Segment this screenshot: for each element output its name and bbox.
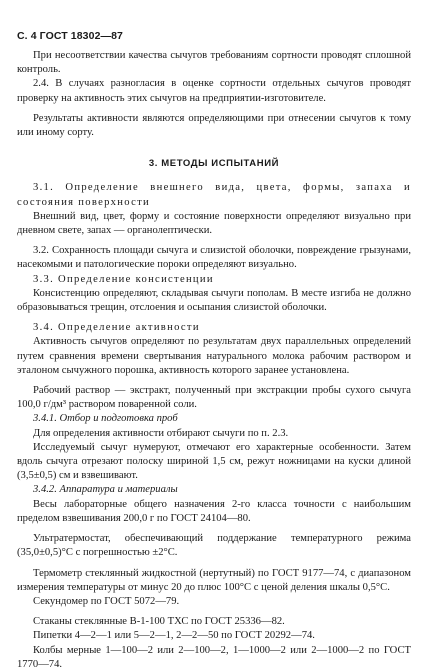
paragraph: При несоответствии качества сычугов требованиям сортности проводят сплошной контроль.: [17, 50, 411, 76]
paragraph: Рабочий раствор — экстракт, полученный при экстракции пробы сухого сычуга 100,0 г/дм³ раствором поваренной соли.: [17, 385, 411, 411]
subsection-heading: 3.1. Определение внешнего вида, цвета, формы, запаха и состояния поверхности: [17, 182, 411, 208]
paragraph: Активность сычугов определяют по результатам двух параллельных определений путем сравнения времени свертывания натурального молока рабочим раствором и эталоном сычужного порошка, активность которого заранее установлена.: [17, 336, 411, 376]
paragraph: Консистенцию определяют, складывая сычуги пополам. В месте изгиба не должно образовываться трещин, отслоения и осыпания слизистой оболочки.: [17, 287, 411, 314]
subsection-heading: 3.4. Определение активности: [33, 322, 200, 334]
paragraph: Результаты активности являются определяющими при отнесении сычугов к тому или иному сорту.: [17, 112, 411, 139]
paragraph: 3.2. Сохранность площади сычуга и слизистой оболочки, повреждение грызунами, насекомыми и патологические пороки определяют визуально.: [17, 245, 411, 271]
paragraph: Весы лабораторные общего назначения 2-го класса точности с наибольшим пределом взвешивания 200,0 г по ГОСТ 24104—80.: [17, 498, 411, 524]
paragraph: Внешний вид, цвет, форму и состояние поверхности определяют визуально при дневном свете, запах — органолептически.: [17, 210, 411, 237]
paragraph: Ультратермостат, обеспечивающий поддержание температурного режима (35,0±0,5)°С с погрешностью ±2°С.: [17, 533, 411, 559]
subsection-heading: 3.4.1. Отбор и подготовка проб: [33, 413, 178, 425]
section-title: 3. МЕТОДЫ ИСПЫТАНИЙ: [148, 158, 280, 170]
paragraph: Термометр стеклянный жидкостной (нертутный) по ГОСТ 9177—74, с диапазоном измерения температуры от минус 20 до плюс 100°С с ценой деления шкалы 0,5°С.: [17, 567, 411, 593]
subsection-heading: 3.3. Определение консистенции: [33, 273, 214, 285]
paragraph: Для определения активности отбирают сычуги по п. 2.3.: [33, 427, 289, 439]
paragraph: Колбы мерные 1—100—2 или 2—100—2, 1—1000—2 или 2—1000—2 по ГОСТ 1770—74.: [17, 644, 411, 670]
paragraph: 2.4. В случаях разногласия в оценке сортности отдельных сычугов проводят проверку на активность этих сычугов на предприятии-изготовителе.: [17, 78, 411, 104]
paragraph: Пипетки 4—2—1 или 5—2—1, 2—2—50 по ГОСТ 20292—74.: [33, 630, 315, 642]
document-body: [17, 49, 411, 672]
page-header: С. 4 ГОСТ 18302—87: [17, 30, 123, 42]
paragraph: Исследуемый сычуг нумеруют, отмечают его характерные особенности. Затем вдоль сычуга отрезают полоску шириной 1,5 см, режут ножницами на куски длиной (3,5±0,5) см и взвешивают.: [17, 441, 411, 482]
paragraph: Секундомер по ГОСТ 5072—79.: [33, 595, 180, 607]
subsection-heading: 3.4.2. Аппаратура и материалы: [33, 484, 178, 496]
paragraph: Стаканы стеклянные В-1-100 ТХС по ГОСТ 25336—82.: [33, 616, 285, 628]
